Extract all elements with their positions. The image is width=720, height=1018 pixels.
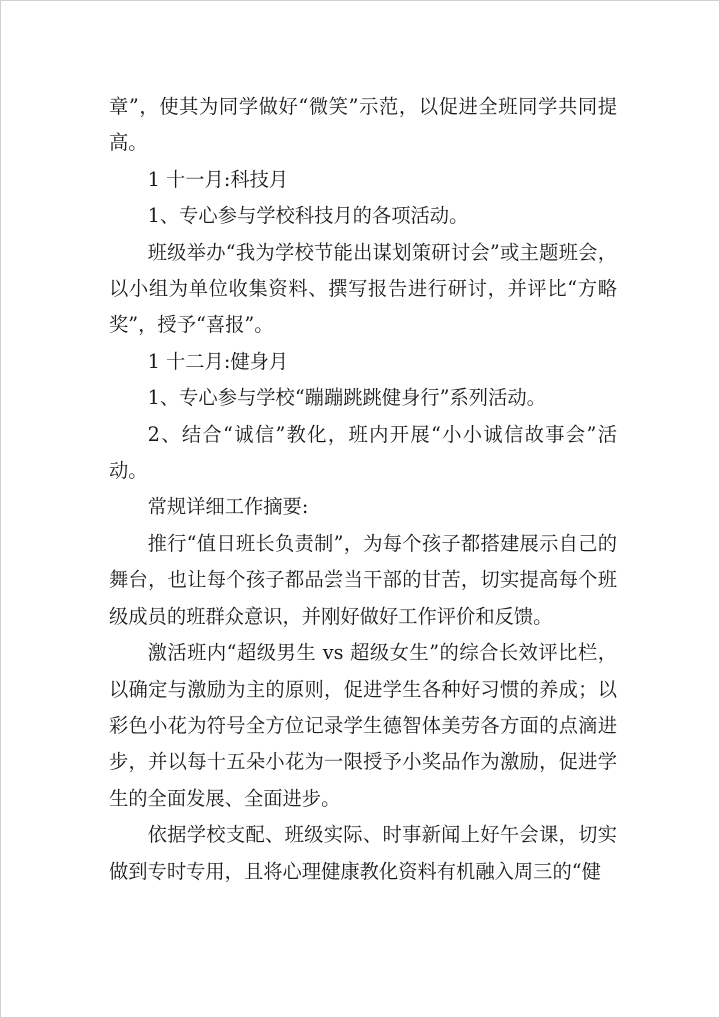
paragraph-6: 1、专心参与学校“蹦蹦跳跳健身行”系列活动。 (147, 386, 546, 410)
paragraph-4: 班级举办“我为学校节能出谋划策研讨会”或主题班会，以小组为单位收集资料、撰写报告进行研讨，并评比“方略奖”，授予“喜报”。 (109, 240, 617, 337)
paragraph-11: 依据学校支配、班级实际、时事新闻上好午会课，切实做到专时专用，且将心理健康教化资料有机融入周三的“健 (109, 823, 617, 883)
paragraph-3: 1、专心参与学校科技月的各项活动。 (147, 204, 469, 228)
paragraph-10: 激活班内“超级男生 vs 超级女生”的综合长效评比栏，以确定与激励为主的原则，促进学生各种好习惯的养成；以彩色小花为符号全方位记录学生德智体美劳各方面的点滴进步，并以每十五朵小花为一限授予小奖品作为激励，促进学生的全面发展、全面进步。 (109, 641, 617, 810)
paragraph-1: 章”，使其为同学做好“微笑”示范，以促进全班同学共同提高。 (109, 95, 617, 155)
heading-routine-summary: 常规详细工作摘要: (147, 495, 309, 519)
paragraph-7: 2、结合“诚信”教化，班内开展“小小诚信故事会”活动。 (109, 422, 617, 483)
heading-december: 1 十二月:健身月 (147, 349, 289, 373)
paragraph-9: 推行“值日班长负责制”，为每个孩子都搭建展示自己的舞台，也让每个孩子都品尝当干部的甘苦，切实提高每个班级成员的班群众意识，并刚好做好工作评价和反馈。 (109, 531, 617, 628)
heading-november: 1 十一月:科技月 (147, 167, 289, 191)
document-body (109, 89, 617, 890)
